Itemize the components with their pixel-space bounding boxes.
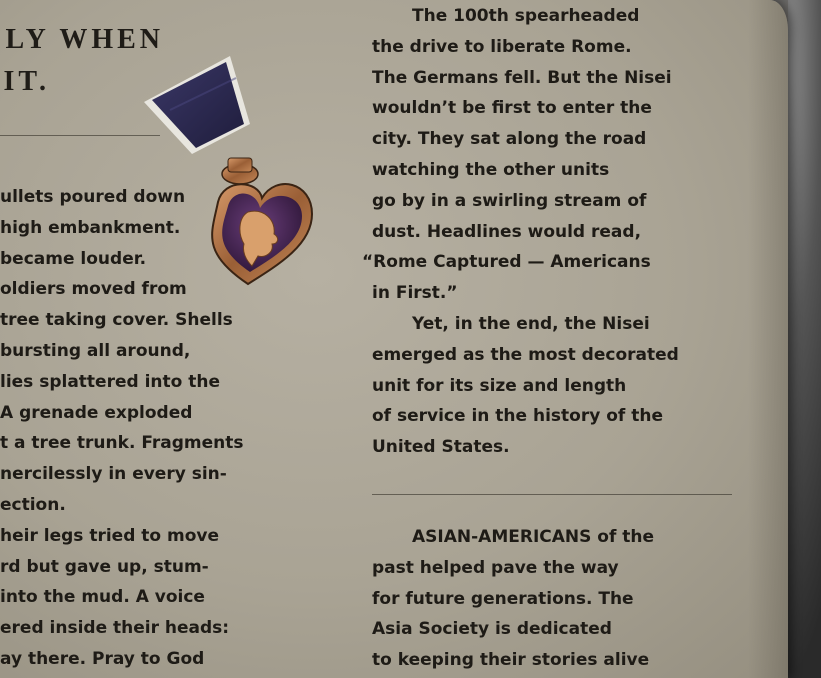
- left-line: t a tree trunk. Fragments: [0, 433, 244, 454]
- left-line: high embankment.: [0, 217, 181, 238]
- right-line: wouldn’t be first to enter the: [372, 98, 652, 119]
- right-line: “Rome Captured — Americans: [362, 252, 651, 273]
- right-line: unit for its size and length: [372, 375, 627, 396]
- right-line: city. They sat along the road: [372, 129, 647, 150]
- headline-line-2: IT.: [3, 66, 50, 97]
- right-line: emerged as the most decorated: [372, 344, 679, 365]
- purple-heart-medal-icon: [140, 52, 325, 297]
- left-line: ered inside their heads:: [0, 618, 230, 639]
- left-line: tree taking cover. Shells: [0, 310, 233, 331]
- left-line: bursting all around,: [0, 340, 191, 361]
- right-line: to keeping their stories alive: [372, 650, 650, 671]
- left-line: into the mud. A voice: [0, 587, 205, 608]
- right-line: Yet, in the end, the Nisei: [412, 313, 650, 334]
- right-line: of service in the history of the: [372, 406, 663, 427]
- left-line: A grenade exploded: [0, 402, 193, 423]
- right-line: in First.”: [372, 283, 458, 304]
- right-line: The Germans fell. But the Nisei: [372, 67, 672, 88]
- headline-line-1: LY WHEN: [5, 24, 164, 55]
- right-line: watching the other units: [372, 159, 610, 180]
- right-line: go by in a swirling stream of: [372, 190, 647, 211]
- left-line: ection.: [0, 494, 66, 515]
- left-line: lies splattered into the: [0, 371, 221, 392]
- left-line: nercilessly in every sin-: [0, 464, 227, 485]
- right-line: United States.: [372, 437, 510, 458]
- right-column-bottom-text: [372, 522, 654, 676]
- left-line: rd but gave up, stum-: [0, 556, 209, 577]
- left-line: oldiers moved from: [0, 279, 187, 300]
- section-divider: [372, 494, 732, 495]
- right-line: past helped pave the way: [372, 557, 619, 578]
- right-column-top-text: [362, 1, 679, 463]
- right-line: The 100th spearheaded: [412, 6, 640, 26]
- left-line: ay there. Pray to God: [0, 648, 205, 669]
- right-line: the drive to liberate Rome.: [372, 36, 632, 57]
- right-line: Asia Society is dedicated: [372, 619, 612, 640]
- right-line: ASIAN-AMERICANS of the: [412, 527, 655, 547]
- left-line: became louder.: [0, 248, 147, 269]
- headline-divider: [0, 135, 160, 136]
- right-line: for future generations. The: [372, 588, 634, 609]
- left-line: ullets poured down: [0, 187, 186, 207]
- left-line: heir legs tried to move: [0, 525, 220, 546]
- right-line: dust. Headlines would read,: [372, 221, 642, 242]
